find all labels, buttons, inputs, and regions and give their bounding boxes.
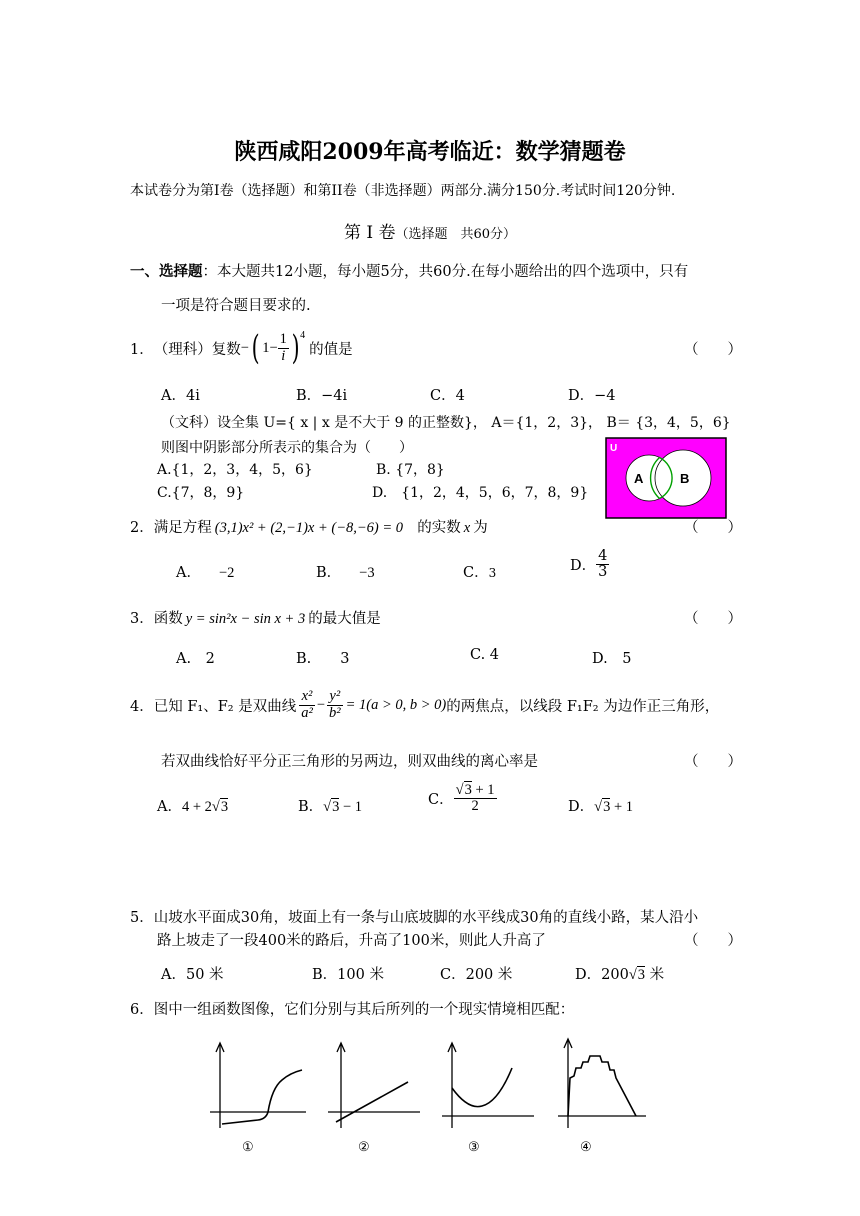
venn-label-b: B xyxy=(680,471,690,486)
q1-frac-num: 1 xyxy=(279,331,287,348)
q2-option-c xyxy=(463,561,496,582)
q4-option-c xyxy=(428,783,497,814)
section-title: 第 I 卷 xyxy=(343,223,396,243)
q1-right-paren: ) xyxy=(291,328,300,368)
q5-option-d-unit: 米 xyxy=(645,967,665,983)
q2-option-d-num: 4 xyxy=(598,548,608,564)
q6-graph-2 xyxy=(326,1040,426,1140)
q5-number: 5． xyxy=(130,910,154,926)
q3-option-d: D. 5 xyxy=(592,651,632,667)
q4-option-a-radicand: 3 xyxy=(220,799,229,815)
q5-option-d-label: D．200 xyxy=(575,967,629,983)
q1-fraction xyxy=(278,332,289,363)
q4-option-c-label: C． xyxy=(428,792,454,809)
q4-frac-x-num: x² xyxy=(299,689,315,705)
q6-text: 图中一组函数图像，它们分别与其后所列的一个现实情境相匹配： xyxy=(153,1002,575,1018)
q4-option-b-label: B． xyxy=(298,799,324,815)
page-title: 陕西咸阳2009年高考临近：数学猜题卷 xyxy=(234,139,626,165)
q3-answer-paren: （ ） xyxy=(684,611,742,627)
q4-stem xyxy=(130,683,719,727)
q2-answer-paren: （ ） xyxy=(684,520,742,536)
q4-frac-y-den: b² xyxy=(329,704,341,721)
q6-graph-2-label: ② xyxy=(358,1140,370,1155)
q1-option-d: D．−4 xyxy=(568,388,616,404)
q5-answer-paren: （ ） xyxy=(684,933,742,949)
q4-line2: 若双曲线恰好平分正三角形的另两边，则双曲线的离心率是 xyxy=(161,754,538,770)
q4-option-d: D．√3 + 1 xyxy=(568,799,634,815)
q1-answer-paren: （ ） xyxy=(684,342,742,358)
q1-one-minus: 1− xyxy=(262,339,278,356)
q4-stem-b: 的两焦点，以线段 F₁F₂ 为边作正三角形， xyxy=(446,698,720,715)
q4-option-d-tail: + 1 xyxy=(610,799,634,815)
q4-number: 4． xyxy=(130,698,154,715)
q2-option-a xyxy=(176,561,234,582)
q1-option-c: C．4 xyxy=(430,388,465,404)
q6-graph-1-curve xyxy=(222,1070,302,1124)
q1-option-b: B．−4i xyxy=(296,388,348,404)
q1-exponent: 4 xyxy=(300,330,306,341)
q4-option-b-radicand: 3 xyxy=(332,799,340,815)
q6-number: 6． xyxy=(130,1002,154,1018)
part1-text-line2: 一项是符合题目要求的. xyxy=(161,298,311,314)
q3-option-c: C. 4 xyxy=(470,647,500,663)
q2-option-c-label: C． xyxy=(463,565,489,581)
part1-text-line1: ：本大题共12小题，每小题5分，共60分.在每小题给出的四个选项中，只有 xyxy=(202,264,689,280)
q2-option-b-value: −3 xyxy=(359,565,375,581)
q2-number: 2． xyxy=(130,520,154,536)
q6-graph-4 xyxy=(552,1036,652,1136)
q4-minus: − xyxy=(316,696,325,713)
q1-wen-line1: （文科）设全集 U={ x | x 是不大于 9 的正整数}， A＝{1，2，3}， B＝ {3，4，5，6} xyxy=(161,415,731,431)
q3-option-a: A. 2 xyxy=(176,651,215,667)
q3-stem-a: 函数 xyxy=(153,611,183,627)
q1-stem-b: 的值是 xyxy=(309,341,353,358)
q5-option-c: C．200 米 xyxy=(440,967,513,983)
q2-option-d-label: D． xyxy=(570,558,597,575)
q2-variable: x xyxy=(463,520,471,536)
q6-graph-1-label: ① xyxy=(242,1140,254,1155)
q2-option-d-fraction xyxy=(596,549,609,580)
q2-stem-b: 的实数 xyxy=(417,520,461,536)
q4-option-d-radicand: 3 xyxy=(603,799,611,815)
q1-number: 1． xyxy=(130,341,154,358)
q2-equation: (3,1)x² + (2,−1)x + (−8,−6) = 0⃗ xyxy=(214,520,415,536)
q6-graph-3-curve xyxy=(452,1068,512,1107)
q4-frac-x-den: a² xyxy=(301,704,313,721)
q6-graph-4-curve xyxy=(568,1056,636,1116)
section-heading xyxy=(0,218,860,243)
q5-line1 xyxy=(130,906,698,927)
q1-option-a: A．4i xyxy=(161,388,200,404)
q4-option-b: B．√3 − 1 xyxy=(298,799,363,815)
q1-minus: − xyxy=(240,339,249,356)
venn-label-a: A xyxy=(634,471,644,486)
q2-option-b-label: B． xyxy=(316,565,342,581)
q2-stem-c: 为 xyxy=(473,520,488,536)
q5-line2: 路上坡走了一段400米的路后，升高了100米，则此人升高了 xyxy=(157,933,546,949)
q6-graph-4-label: ④ xyxy=(580,1140,592,1155)
q2-option-b xyxy=(316,561,375,582)
q4-frac-y-num: y² xyxy=(327,689,343,705)
q5-option-d-radicand: 3 xyxy=(637,967,646,983)
q1-left-paren: ( xyxy=(251,328,260,368)
q2-option-a-value: −2 xyxy=(218,565,235,581)
part1-instructions xyxy=(130,260,688,281)
q3-stem-b: 的最大值是 xyxy=(308,611,381,627)
exam-intro: 本试卷分为第I卷（选择题）和第II卷（非选择题）两部分.满分150分.考试时间120分钟. xyxy=(130,183,676,199)
q3-number: 3． xyxy=(130,611,154,627)
q4-option-a-label: A． xyxy=(157,799,182,815)
q5-text-line1: 山坡水平面成30角，坡面上有一条与山底坡脚的水平线成30角的直线小路，某人沿小 xyxy=(153,910,699,926)
q2-option-d xyxy=(570,549,609,580)
q6-graph-3 xyxy=(440,1040,540,1140)
q4-frac-x xyxy=(299,689,315,720)
section-subtitle: （选择题 共60分） xyxy=(395,227,517,242)
q5-option-b: B．100 米 xyxy=(312,967,384,983)
q2-stem xyxy=(130,516,488,537)
q2-stem-a: 满足方程 xyxy=(153,520,212,536)
q6-graph-3-label: ③ xyxy=(468,1140,480,1155)
q6-graph-1 xyxy=(208,1040,308,1140)
q6-stem xyxy=(130,998,574,1019)
part1-label: 一、选择题 xyxy=(130,263,203,280)
q1-wen-option-d: D. {1，2，4，5，6，7，8，9} xyxy=(372,485,589,501)
q2-option-d-den: 3 xyxy=(598,564,608,581)
q4-option-d-label: D． xyxy=(568,799,595,815)
q4-frac-y xyxy=(327,689,343,720)
q1-frac-den: i xyxy=(281,347,286,364)
q6-graph-2-line xyxy=(336,1082,408,1122)
q1-wen-option-a: A.{1，2，3，4，5，6} xyxy=(157,462,313,478)
q1-wen-option-b: B. {7，8} xyxy=(376,462,445,478)
q4-option-c-num: √3 + 1 xyxy=(455,782,495,798)
q1-stem-a: （理科）复数 xyxy=(153,341,241,358)
q4-equation-tail: = 1(a > 0, b > 0) xyxy=(345,696,447,713)
q4-option-c-radicand: 3 xyxy=(464,782,472,798)
q4-option-c-num-tail: + 1 xyxy=(471,782,495,798)
q4-option-b-tail: − 1 xyxy=(339,799,363,815)
q1-wen-option-c: C.{7，8，9} xyxy=(157,485,245,501)
venn-diagram xyxy=(605,437,727,519)
q1-stem xyxy=(130,330,353,366)
q2-option-c-value: 3 xyxy=(488,566,497,580)
q4-option-a-coeff: 4 + 2 xyxy=(181,799,212,815)
q4-option-c-fraction xyxy=(454,783,497,814)
q3-stem xyxy=(130,607,381,628)
q4-stem-a: 已知 F₁、F₂ 是双曲线 xyxy=(153,698,297,715)
q2-option-a-label: A． xyxy=(176,565,201,581)
q4-answer-paren: （ ） xyxy=(684,754,742,770)
q5-option-d: D．200√3 米 xyxy=(575,967,665,983)
q4-option-a: A．4 + 2√3 xyxy=(157,799,229,815)
q4-option-c-den: 2 xyxy=(471,798,479,815)
q3-equation: y = sin²x − sin x + 3 xyxy=(185,611,306,627)
q3-option-b: B. 3 xyxy=(296,651,350,667)
q5-option-a: A．50 米 xyxy=(161,967,224,983)
venn-label-u: U xyxy=(610,443,618,454)
q1-wen-line2: 则图中阴影部分所表示的集合为（ ） xyxy=(161,440,413,456)
